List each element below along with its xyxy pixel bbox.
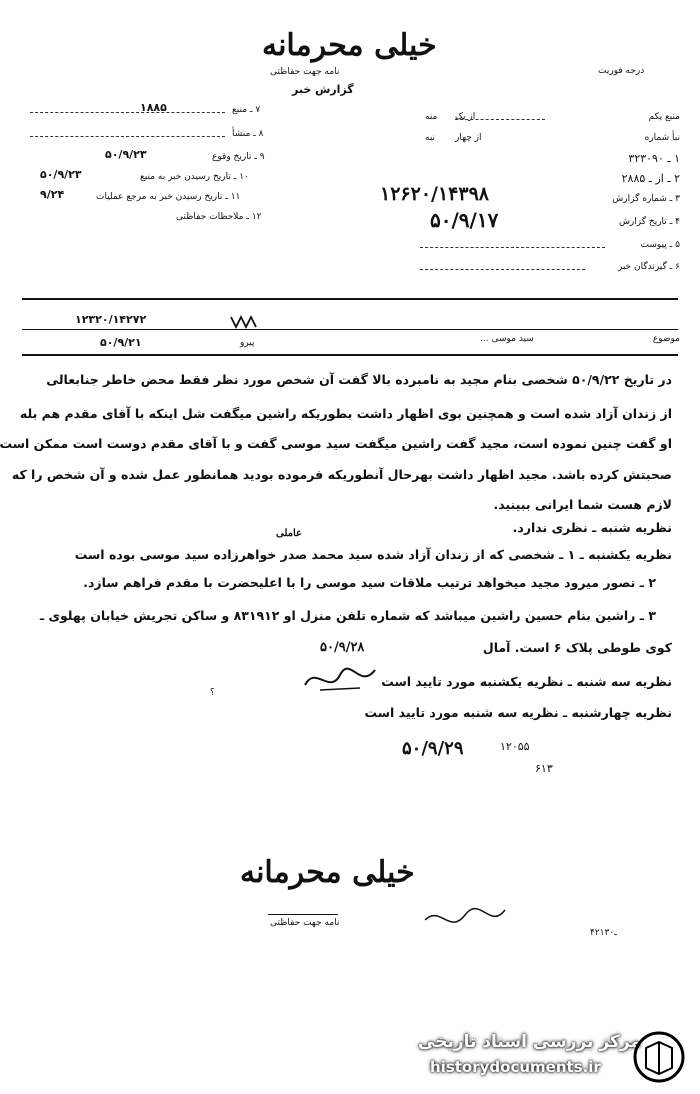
report-number: ۱۲۶۲۰/۱۴۳۹۸ — [380, 183, 489, 205]
opinion-annotation: عاملی — [276, 528, 303, 539]
subject-value: سید موسی ... — [480, 334, 534, 344]
form-code: ۴۲ـ۱۳۰ — [590, 928, 617, 938]
report-type: گزارش خبر — [292, 83, 354, 96]
document-page: خیلی محرمانه نامه جهت حفاظتی گزارش خبر درجه فوریت منبع یکم از یک منه نبأ شماره از چهار نبه ۱ ـ ۳۲۳۰۹۰ ۲ ـ از ـ ۲۸۸۵ ۳ ـ شماره گزارش ۱۲۶۲۰/۱۴۳۹۸ ۴ ـ تاریخ گزارش ۵۰/۹/۱۷ ۵ ـ پیوست ۶ ـ گیرندگان خبر ۷ ـ منبع ۱۸۸۵ ۸ ـ منشأ ۹ ـ تاریخ وقوع ۵۰/۹/۲۳ ۱۰ ـ تاریخ رسیدن خبر به منبع ۵۰/۹/۲۳ ۱۱ ـ تاریخ رسیدن خبر به مرجع عملیات ۹/۲۴ ۱۲ ـ ملاحظات حفاظتی موضوع سید موسی ... ۱۲۳۲۰/۱۴۲۷۲ ۵۰/۹/۲۱ پیرو در تاریخ ۵۰/۹/۲۲ شخصی بنام مجید به نامبرده بالا گفت آن شخص مورد نظر فقط محض خاطر جنابعالی از زندان آزاد شده است و همچنین بوی اظهار داشت بطوریکه راشین میگفت شل اینکه با آقای مقدم هم بله او گفت چنین نموده است، مجید گفت راشین میگفت سید موسی گفت و با آقای مقدم دوست است ممکن است صحبتش کرده باشد. مجید اظهار داشت بهرحال آنطوریکه فرموده بودید همانطور عمل شده و آن شخص را که لازم هست شما ایرانی ببینید. نظریه شنبه ـ نظری ندارد. عاملی نظریه یکشنبه ـ ۱ ـ شخصی که از زندان آزاد شده سید محمد صدر خواهرزاده سید موسی بوده است ۲ ـ تصور میرود مجید میخواهد ترتیب ملاقات سید موسی را با اعلیحضرت با مقدم فراهم سازد. ۳ ـ راشین بنام حسین راشین میباشد که شماره تلفن منزل او ۸۳۱۹۱۲ و ساکن تجریش خیابان پهلوی ـ کوی طوطی پلاک ۶ است. آمال ۵۰/۹/۲۸ نظریه سه شنبه ـ نظریه یکشنبه مورد تایید است نظریه چهارشنبه ـ نظریه سه شنبه مورد تایید است ۵۰/۹/۲۹ ۱۲۰۵۵ ۶۱۳ ؟ خیلی محرمانه نامه جهت حفاظتی ۴۲ـ۱۳۰ مرکز بررسی اسناد تاریخی historydocuments.ir — [0, 0, 700, 1094]
opinion-sunday-3: ۳ ـ راشین بنام حسین راشین میباشد که شماره تلفن منزل او ۸۳۱۹۱۲ و ساکن تجریش خیابان پهلوی ـ — [39, 608, 656, 623]
ref-label: پیرو — [240, 338, 255, 348]
source-grade-value-2: منه — [425, 112, 438, 122]
field-11-label: ۱۱ ـ تاریخ رسیدن خبر به مرجع عملیات — [96, 192, 241, 202]
hand-sign-note: ۶۱۳ — [535, 762, 553, 775]
report-date: ۵۰/۹/۱۷ — [430, 208, 499, 232]
field-item-4-label: ۴ ـ تاریخ گزارش — [618, 217, 680, 227]
watermark-site: historydocuments.ir — [430, 1058, 601, 1076]
body-line-5: لازم هست شما ایرانی ببینید. — [493, 497, 672, 512]
opinion-wednesday: نظریه چهارشنبه ـ نظریه سه شنبه مورد تایید است — [364, 705, 672, 720]
opinion-tuesday: نظریه سه شنبه ـ نظریه یکشنبه مورد تایید است — [381, 674, 672, 689]
field-7-value: ۱۸۸۵ — [140, 101, 167, 114]
classification-top: خیلی محرمانه — [262, 28, 437, 63]
field-8-label: ۸ ـ منشأ — [232, 129, 264, 139]
ref-date: ۵۰/۹/۲۱ — [100, 336, 142, 349]
stamp-mark-icon — [230, 315, 260, 329]
grade-label: درجه فوریت — [598, 66, 645, 76]
agency-seal: نامه جهت حفاظتی — [270, 67, 340, 77]
field-item-1: ۱ ـ ۳۲۳۰۹۰ — [628, 152, 680, 165]
subject-rule — [22, 329, 678, 330]
hand-note-tuesday: ۵۰/۹/۲۸ — [320, 640, 365, 655]
field-11-value: ۹/۲۴ — [40, 188, 65, 201]
subject-label: موضوع — [652, 334, 680, 344]
classification-bottom: خیلی محرمانه — [240, 855, 415, 890]
opinion-sunday-2: ۲ ـ تصور میرود مجید میخواهد ترتیب ملاقات سید موسی را با اعلیحضرت با مقدم فراهم سازد. — [83, 575, 656, 590]
field-item-2: ۲ ـ از ـ ۲۸۸۵ — [621, 172, 680, 185]
field-item-6-label: ۶ ـ گیرندگان خبر — [617, 262, 680, 272]
opinion-sunday-3b: کوی طوطی پلاک ۶ است. آمال — [482, 640, 672, 655]
body-line-2: از زندان آزاد شده است و همچنین بوی اظهار داشت بطوریکه راشین میگفت شل اینکه با آقای مقدم هم بله — [19, 406, 672, 421]
news-grade-label: نبأ شماره — [644, 133, 680, 143]
header-rule — [22, 298, 678, 300]
hand-number-note: ۱۲۰۵۵ — [500, 740, 530, 753]
field-7-label: ۷ ـ منبع — [232, 105, 261, 115]
signature-mark-icon — [300, 660, 380, 700]
footer-signature-icon — [420, 905, 510, 935]
watermark-title: مرکز بررسی اسناد تاریخی — [418, 1032, 641, 1052]
field-10-label: ۱۰ ـ تاریخ رسیدن خبر به منبع — [140, 172, 249, 182]
body-rule — [22, 354, 678, 356]
body-line-4: صحبتش کرده باشد. مجید اظهار داشت بهرحال آنطوریکه فرموده بودید همانطور عمل شده و آن شخص را که — [11, 467, 672, 482]
news-grade-value-1: از چهار — [455, 133, 482, 143]
watermark-logo-icon — [632, 1030, 686, 1084]
seal-bottom: نامه جهت حفاظتی — [270, 918, 340, 928]
body-line-3: او گفت چنین نموده است، مجید گفت راشین میگفت سید موسی گفت و با آقای مقدم دوست است ممکن است — [0, 436, 672, 451]
ref-number: ۱۲۳۲۰/۱۴۲۷۲ — [75, 313, 147, 326]
field-12-label: ۱۲ ـ ملاحظات حفاظتی — [176, 212, 262, 222]
hand-date-note: ۵۰/۹/۲۹ — [402, 738, 464, 759]
source-grade-label: منبع یکم — [648, 112, 680, 122]
opinion-sunday-1: نظریه یکشنبه ـ ۱ ـ شخصی که از زندان آزاد شده سید محمد صدر خواهرزاده سید موسی بوده است — [74, 547, 672, 562]
field-item-3-label: ۳ ـ شماره گزارش — [612, 194, 680, 204]
news-grade-value-2: نبه — [425, 133, 436, 143]
field-9-value: ۵۰/۹/۲۳ — [105, 148, 147, 161]
source-grade-value-1: از یک — [455, 112, 476, 122]
opinion-saturday: نظریه شنبه ـ نظری ندارد. — [512, 520, 672, 535]
field-item-5-label: ۵ ـ پیوست — [640, 240, 680, 250]
field-9-label: ۹ ـ تاریخ وقوع — [212, 152, 265, 162]
body-line-1: در تاریخ ۵۰/۹/۲۲ شخصی بنام مجید به نامبرده بالا گفت آن شخص مورد نظر فقط محض خاطر جنابعالی — [46, 372, 672, 387]
field-10-value: ۵۰/۹/۲۳ — [40, 168, 82, 181]
